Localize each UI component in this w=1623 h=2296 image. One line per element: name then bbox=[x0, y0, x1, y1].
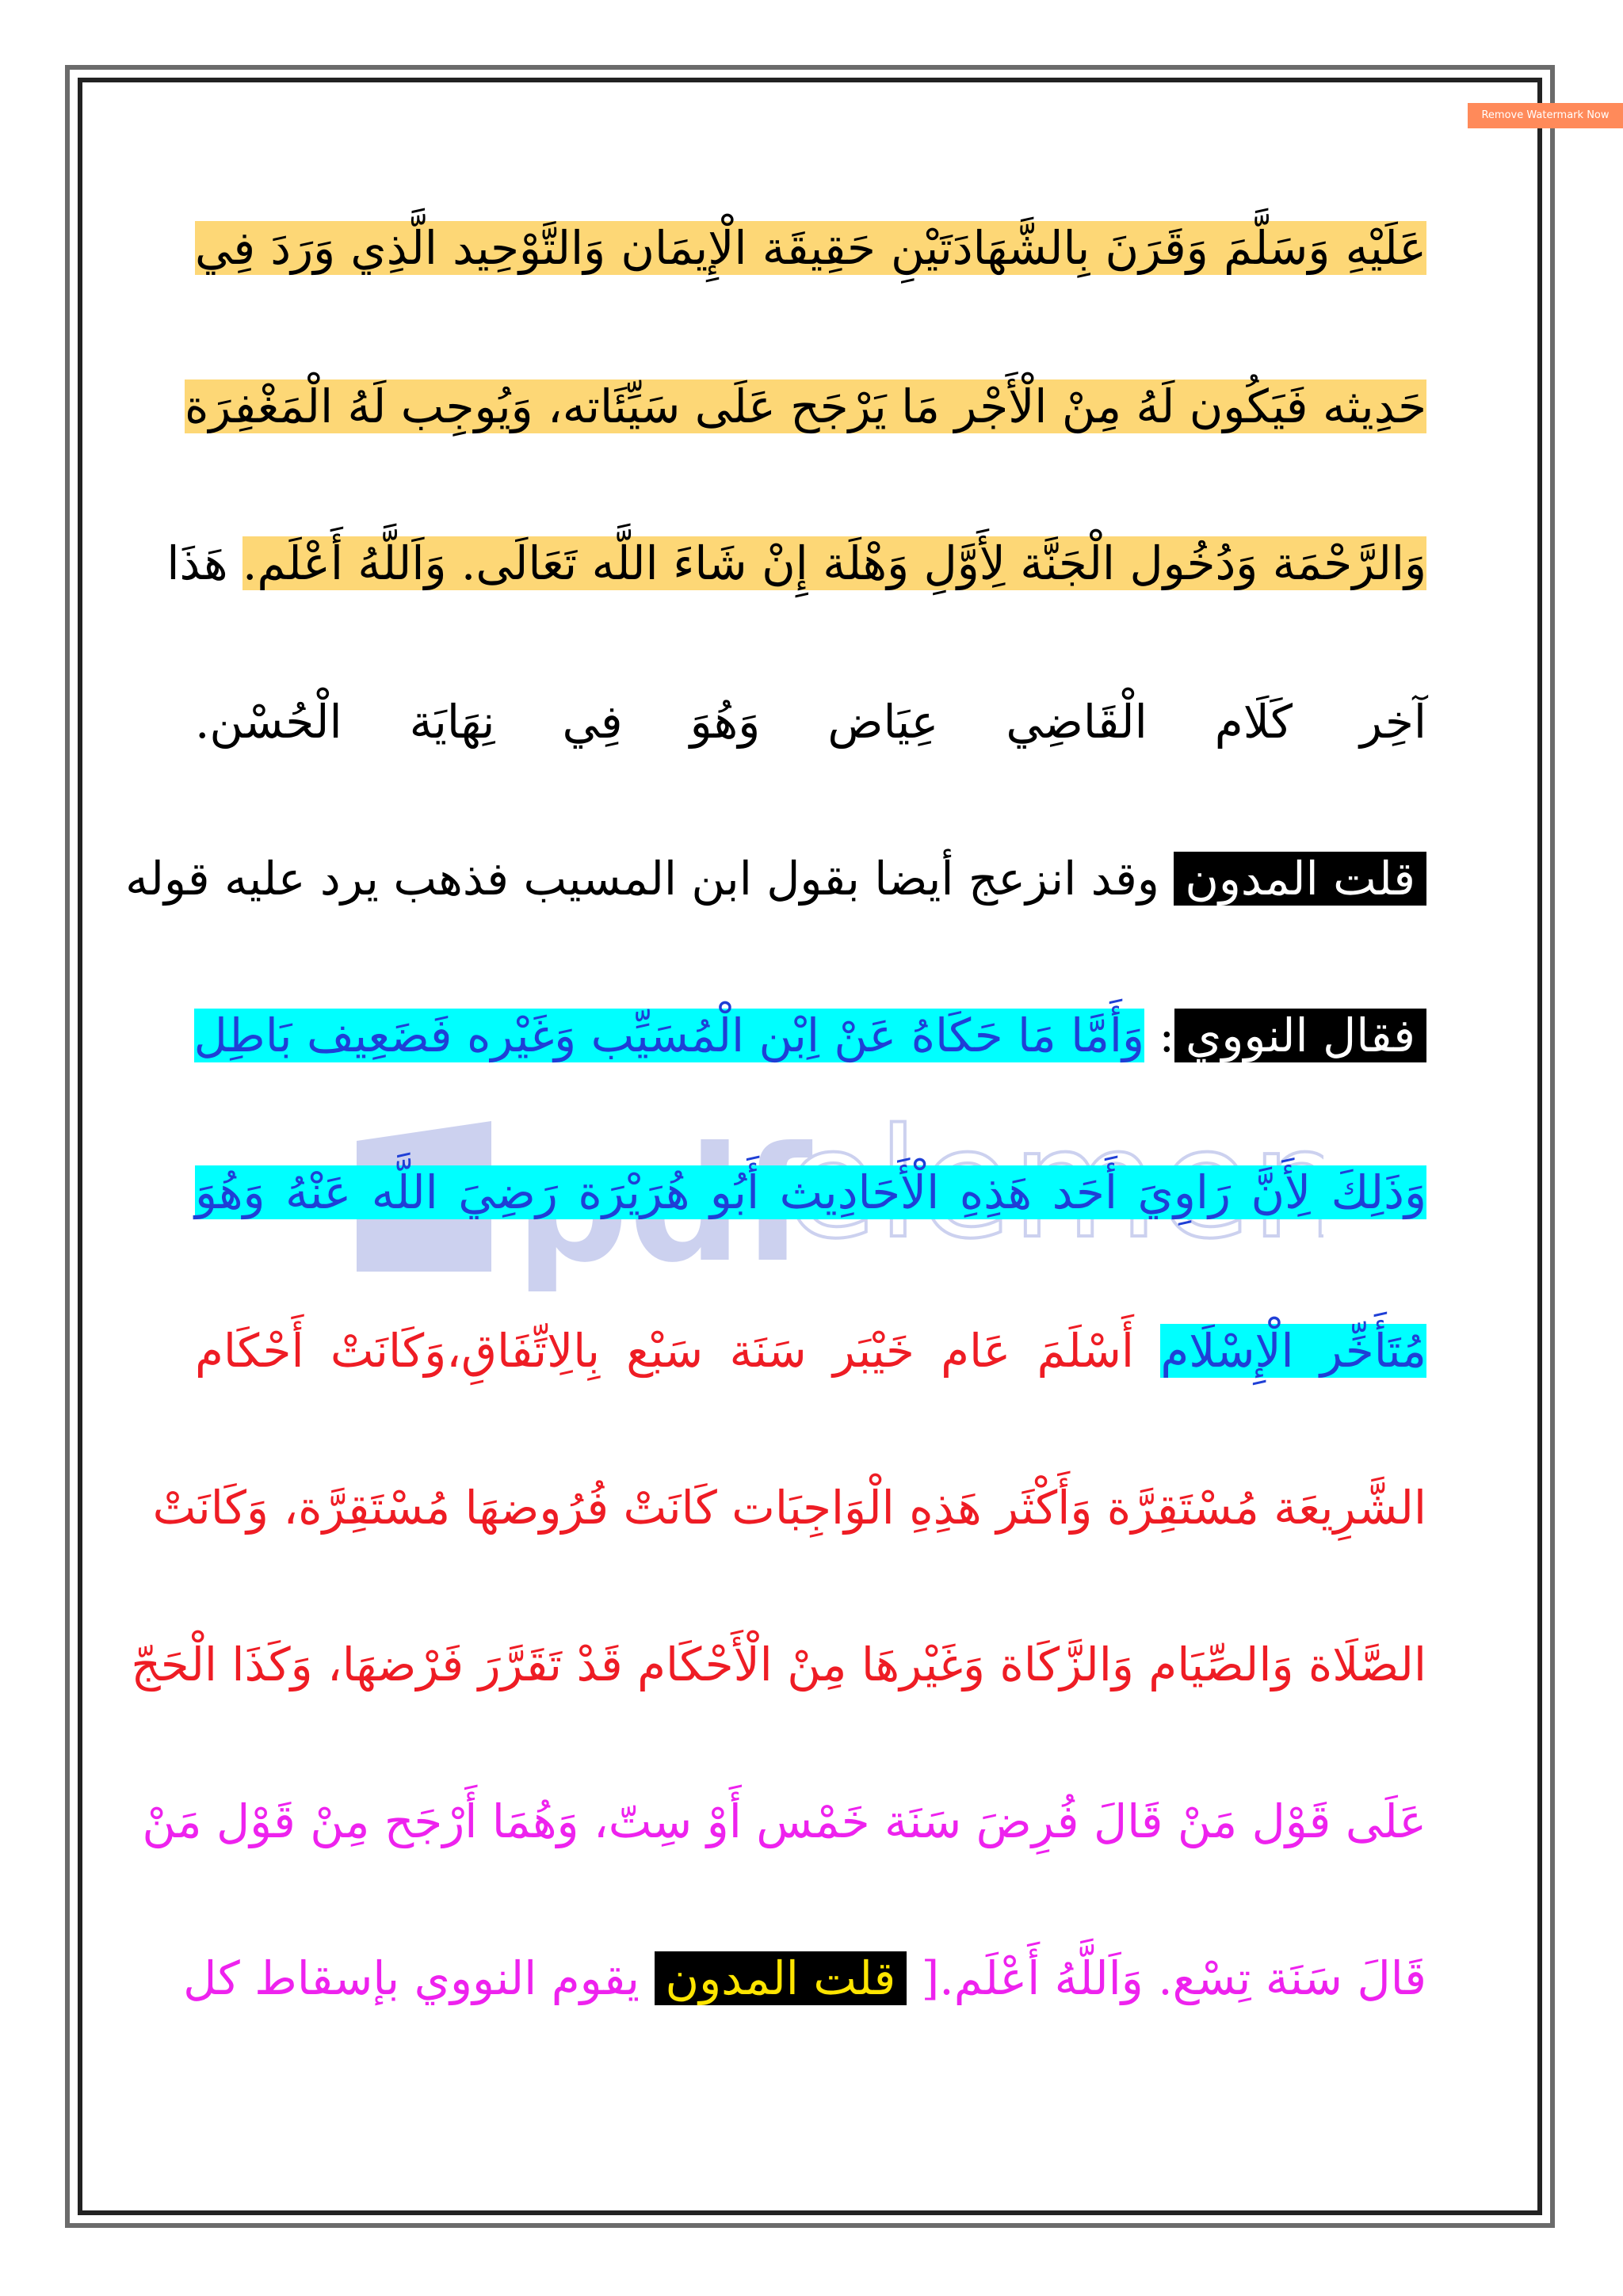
text-line-7 bbox=[195, 1141, 1426, 1244]
highlighted-text: وَالرَّحْمَة وَدُخُول الْجَنَّة لِأَوَّلِ وَهْلَة إِنْ شَاءَ اللَّه تَعَالَى. وَاَللَّهُ أَعْلَم. bbox=[242, 536, 1426, 590]
author-note-label: قلت المدون bbox=[655, 1951, 907, 2005]
text-line-8 bbox=[195, 1299, 1426, 1402]
text-line-6 bbox=[195, 984, 1426, 1087]
quoted-text: وَذَلِكَ لِأَنَّ رَاوِيَ أَحَد هَذِهِ الْأَحَادِيث أَبُو هُرَيْرَة رَضِيَ اللَّه عَنْهُ وَهُوَ bbox=[195, 1165, 1426, 1219]
text-line-3 bbox=[166, 512, 1426, 615]
plain-text: هَذَا bbox=[166, 536, 228, 590]
text-line-10 bbox=[131, 1613, 1426, 1716]
quoted-text: وَأَمَّا مَا حَكَاهُ عَنْ اِبْن الْمُسَيِّب وَغَيْره فَضَعِيف بَاطِل bbox=[193, 1009, 1145, 1062]
text-line-2 bbox=[185, 355, 1426, 458]
magenta-text: عَلَى قَوْل مَنْ قَالَ فُرِضَ سَنَة خَمْس أَوْ سِتّ، وَهُمَا أَرْجَح مِنْ قَوْل مَنْ bbox=[142, 1794, 1426, 1848]
plain-text: وقد انزعج أيضا بقول ابن المسيب فذهب يرد عليه قوله bbox=[125, 852, 1159, 906]
plain-text: آخِر كَلَام الْقَاضِي عِيَاض وَهُوَ فِي نِهَايَة الْحُسْن. bbox=[195, 695, 1426, 749]
text-line-9 bbox=[152, 1456, 1426, 1559]
magenta-text: يقوم النووي بإسقاط كل bbox=[183, 1951, 640, 2005]
red-text: الصَّلَاة وَالصِّيَام وَالزَّكَاة وَغَيْرهَا مِنْ الْأَحْكَام قَدْ تَقَرَّرَ فَرْضهَا، وَكَذَا الْحَجّ bbox=[131, 1638, 1426, 1691]
highlighted-text: عَلَيْهِ وَسَلَّمَ وَقَرَنَ بِالشَّهَادَتَيْنِ حَقِيقَة الْإِيمَان وَالتَّوْحِيد الَّذِي وَرَدَ فِي bbox=[195, 221, 1426, 275]
nawawi-label: فقال النووي bbox=[1174, 1009, 1426, 1062]
text-line-4 bbox=[195, 670, 1426, 773]
text-line-5 bbox=[125, 827, 1426, 930]
author-note-label: قلت المدون bbox=[1174, 852, 1426, 906]
magenta-text: قَالَ سَنَة تِسْع. وَاَللَّهُ أَعْلَم.[ bbox=[921, 1951, 1426, 2005]
highlighted-text: حَدِيثه فَيَكُون لَهُ مِنْ الْأَجْر مَا يَرْجَح عَلَى سَيِّئَاته، وَيُوجِب لَهُ الْمَغْفِرَة bbox=[185, 379, 1426, 433]
text-line-11 bbox=[142, 1770, 1426, 1873]
colon-separator: : bbox=[1144, 1009, 1175, 1062]
text-line-1 bbox=[195, 196, 1426, 299]
quoted-text: مُتَأَخِّر الْإِسْلَام bbox=[1160, 1324, 1426, 1378]
red-text: الشَّرِيعَة مُسْتَقِرَّة وَأَكْثَر هَذِهِ الْوَاجِبَات كَانَتْ فُرُوضهَا مُسْتَقِرَّة، وَكَانَتْ bbox=[152, 1481, 1426, 1535]
remove-watermark-button[interactable]: Remove Watermark Now bbox=[1468, 103, 1623, 128]
text-line-12 bbox=[183, 1927, 1426, 2030]
red-text: أَسْلَمَ عَام خَيْبَر سَنَة سَبْع بِالِاتِّفَاقِ،وَكَانَتْ أَحْكَام bbox=[195, 1324, 1135, 1378]
